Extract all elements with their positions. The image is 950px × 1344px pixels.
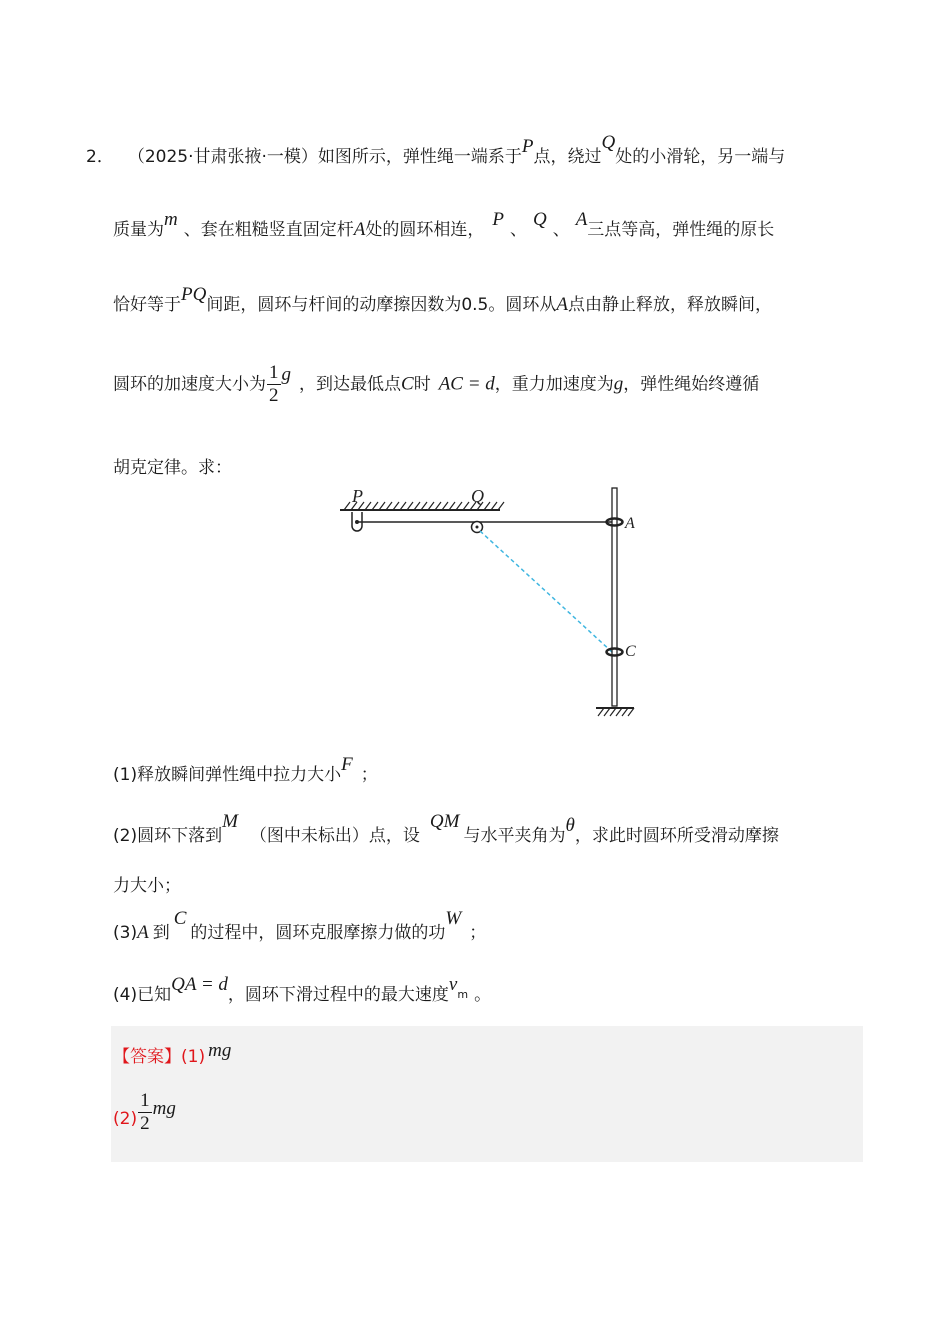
- anchor-P-dot: [355, 520, 359, 524]
- hatch-mark: [484, 502, 490, 510]
- text: 质量为: [113, 220, 164, 240]
- label-A: A: [625, 515, 635, 532]
- text: ，求此时圆环所受滑动摩擦: [574, 826, 779, 846]
- math-A: A: [137, 922, 149, 943]
- math-C: C: [173, 908, 187, 929]
- math-Q: Q: [532, 209, 547, 230]
- text: (2)圆环下落到: [113, 826, 223, 846]
- answer-line-2: [113, 1090, 176, 1135]
- part-3: [113, 908, 487, 944]
- math-A: A: [575, 209, 588, 230]
- hatch-mark: [344, 502, 350, 510]
- text: 点由静止释放，释放瞬间，: [567, 295, 772, 315]
- hatch-mark: [622, 708, 628, 716]
- fraction-numerator: 1: [140, 1090, 150, 1111]
- question-line-4: [113, 362, 759, 407]
- answer-tag: 【答案】: [113, 1047, 181, 1067]
- part-1: [113, 754, 378, 786]
- label-C: C: [625, 643, 636, 660]
- math-AC-eq-d: AC = d: [438, 373, 495, 395]
- math-v-subscript: m: [457, 988, 469, 1001]
- answer-2-label: (2): [113, 1108, 138, 1129]
- hatch-mark: [414, 502, 420, 510]
- question-line-5: [113, 453, 232, 478]
- math-W: W: [445, 908, 462, 929]
- text: ，圆环下滑过程中的最大速度: [227, 985, 449, 1005]
- answer-1-value: mg: [208, 1040, 232, 1061]
- hatch-mark: [449, 502, 455, 510]
- physics-diagram: [330, 482, 650, 722]
- hatch-mark: [393, 502, 399, 510]
- text: ，到达最低点: [299, 374, 401, 395]
- hatch-mark: [372, 502, 378, 510]
- hatch-mark: [491, 502, 497, 510]
- math-A: A: [556, 294, 568, 315]
- pulley-Q-center: [476, 526, 479, 529]
- part-2-cont: [113, 871, 181, 896]
- math-g: g: [281, 363, 291, 385]
- text: ，弹性绳始终遵循: [623, 374, 760, 395]
- math-Q: Q: [601, 132, 616, 153]
- math-g: g: [613, 373, 624, 395]
- hatch-mark: [421, 502, 427, 510]
- question-line-2: [113, 209, 775, 241]
- rope-dashed-QC: [480, 531, 612, 652]
- hatch-mark: [407, 502, 413, 510]
- question-line-1: [86, 132, 786, 168]
- ground-hatching: [598, 708, 634, 716]
- part-2: [113, 811, 779, 847]
- text: 到: [152, 923, 170, 943]
- text: (4)已知: [113, 985, 172, 1005]
- answer-2-fraction: [138, 1090, 152, 1135]
- math-PQ: PQ: [181, 284, 207, 305]
- text: 、: [509, 220, 527, 240]
- answer-1-label: (1): [181, 1047, 206, 1067]
- hatch-mark: [428, 502, 434, 510]
- hatch-mark: [379, 502, 385, 510]
- text: 与水平夹角为: [463, 826, 566, 846]
- hatch-mark: [456, 502, 462, 510]
- math-P: P: [492, 209, 504, 230]
- answer-box: [111, 1026, 863, 1162]
- text: 处的圆环相连，: [365, 220, 485, 240]
- text: 时: [413, 374, 431, 395]
- text: 。: [474, 985, 492, 1005]
- math-F: F: [341, 754, 353, 775]
- fraction-numerator: 1: [269, 362, 279, 383]
- math-QA-eq-d: QA = d: [171, 974, 228, 995]
- text: 、: [552, 220, 570, 240]
- math-P: P: [521, 136, 534, 157]
- math-M: M: [222, 811, 238, 832]
- label-P: P: [352, 486, 363, 506]
- math-QM: QM: [429, 811, 460, 832]
- hatch-mark: [498, 502, 504, 510]
- question-source: （2025·甘肃张掖·一模）: [127, 147, 318, 167]
- math-A: A: [353, 219, 366, 240]
- hatch-mark: [604, 708, 610, 716]
- hatch-mark: [365, 502, 371, 510]
- hatch-mark: [598, 708, 604, 716]
- text: 如图所示，弹性绳一端系于: [317, 147, 522, 167]
- hatch-mark: [435, 502, 441, 510]
- text: 的过程中，圆环克服摩擦力做的功: [190, 923, 446, 943]
- text: 处的小滑轮，另一端与: [615, 147, 786, 167]
- hatch-mark: [386, 502, 392, 510]
- text: ；: [360, 765, 378, 785]
- text: 三点等高，弹性绳的原长: [587, 220, 775, 240]
- fraction-denominator: 2: [140, 1113, 150, 1134]
- math-v: v: [448, 974, 458, 995]
- text: 点，绕过: [533, 147, 602, 167]
- answer-2-value: mg: [152, 1097, 176, 1119]
- hatch-mark: [610, 708, 616, 716]
- text: 圆环的加速度大小为: [113, 374, 266, 395]
- text: ，重力加速度为: [494, 374, 614, 395]
- hatch-mark: [442, 502, 448, 510]
- text: （图中未标出）点，设: [249, 826, 420, 846]
- label-Q: Q: [471, 486, 484, 506]
- vertical-rod: [612, 488, 617, 706]
- text: 恰好等于: [113, 295, 181, 315]
- fraction-denominator: 2: [269, 385, 279, 406]
- question-number: 2．: [86, 147, 114, 167]
- text: 间距，圆环与杆间的动摩擦因数为0.5。圆环从: [206, 295, 557, 315]
- text: (1)释放瞬间弹性绳中拉力大小: [113, 765, 342, 785]
- text: 力大小；: [113, 876, 181, 896]
- text: 、套在粗糙竖直固定杆: [183, 220, 354, 240]
- answer-line-1: [113, 1042, 231, 1068]
- question-line-3: [113, 284, 772, 316]
- math-C: C: [401, 373, 414, 395]
- part-4: [113, 974, 492, 1006]
- text: ；: [469, 923, 487, 943]
- hatch-mark: [628, 708, 634, 716]
- text: (3): [113, 923, 138, 943]
- hatch-mark: [616, 708, 622, 716]
- math-m: m: [164, 209, 178, 230]
- hatch-mark: [400, 502, 406, 510]
- text: 胡克定律。求：: [113, 458, 232, 478]
- fraction-half: [267, 362, 281, 407]
- math-theta: θ: [565, 815, 575, 836]
- hatch-mark: [463, 502, 469, 510]
